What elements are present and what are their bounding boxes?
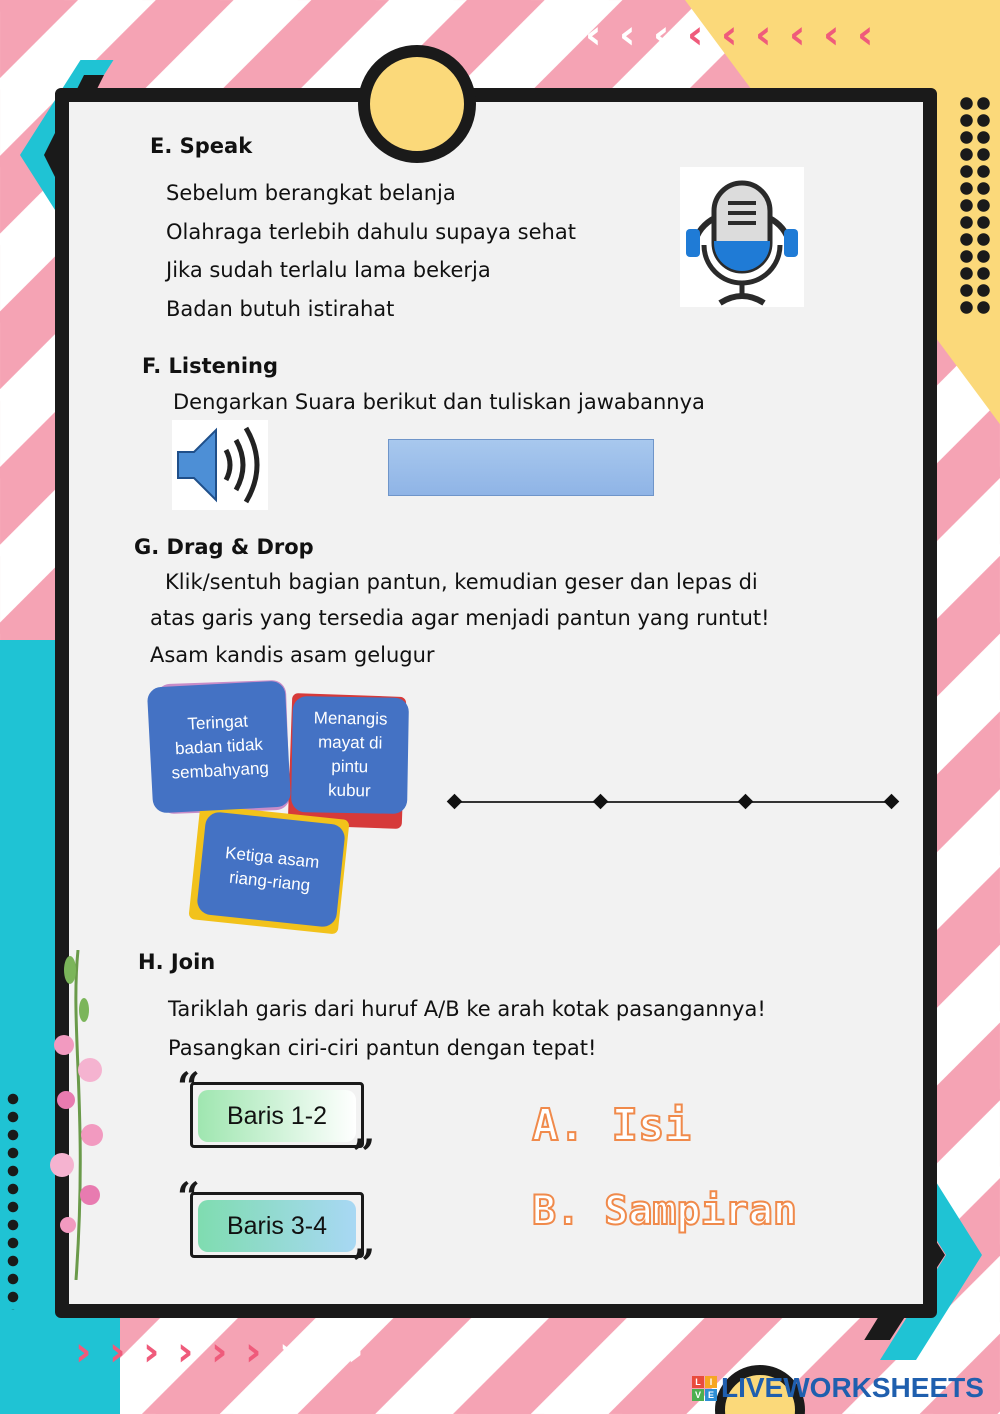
decorative-chevrons-top: ‹ ‹ ‹ ‹ ‹ ‹ ‹ ‹ ‹ [585,12,874,58]
speak-line-2: Olahraga terlebih dahulu supaya sehat [166,220,576,244]
brand-name: LIVEWORKSHEETS [721,1372,984,1403]
decorative-chevrons-bottom: › › › › › › › › › [75,1329,364,1375]
listening-heading: F. Listening [142,354,279,378]
listening-instruction: Dengarkan Suara berikut dan tuliskan jawabannya [173,390,705,414]
drag-drop-instruction-2: atas garis yang tersedia agar menjadi pantun yang runtut! [150,606,770,630]
pantun-first-line: Asam kandis asam gelugur [150,643,435,667]
pantun-card-3[interactable] [196,811,346,928]
card-2-line-3: pintu [331,756,369,777]
decorative-dots-left [4,1090,22,1310]
card-3-line-2: riang-riang [228,867,312,895]
drop-line-track [455,801,892,803]
card-1-line-3: sembahyang [171,758,270,783]
card-2-line-1: Menangis [313,708,388,729]
drag-drop-heading: G. Drag & Drop [134,535,314,559]
speak-line-1: Sebelum berangkat belanja [166,181,456,205]
speak-heading: E. Speak [150,134,253,158]
listening-answer-input[interactable] [388,439,654,496]
card-1-line-2: badan tidak [174,734,264,759]
close-quote-icon: ” [352,1131,376,1178]
speak-line-3: Jika sudah terlalu lama bekerja [166,258,491,282]
join-instruction-2: Pasangkan ciri-ciri pantun dengan tepat! [168,1036,597,1060]
close-quote-icon: ” [352,1241,376,1288]
card-2-line-4: kubur [327,780,371,801]
pantun-card-2[interactable] [291,696,409,814]
join-box-2[interactable] [198,1200,356,1252]
join-box-1[interactable] [198,1090,356,1142]
card-3-line-1: Ketiga asam [224,842,321,872]
open-quote-icon: “ [177,1064,201,1111]
answer-a[interactable]: A. Isi [532,1100,691,1151]
join-box-2-label: Baris 3-4 [226,1211,328,1240]
liveworksheets-logo [692,1372,984,1404]
card-1-line-1: Teringat [187,711,249,734]
flower-decoration [40,950,115,1280]
pantun-card-1[interactable] [147,680,291,813]
join-heading: H. Join [138,950,216,974]
card-2-line-2: mayat di [317,732,383,753]
answer-b[interactable]: B. Sampiran [532,1188,797,1234]
decorative-dots-right [958,95,992,315]
microphone-icon[interactable] [680,167,804,307]
join-instruction-1: Tariklah garis dari huruf A/B ke arah kotak pasangannya! [168,997,766,1021]
drag-drop-instruction-1: Klik/sentuh bagian pantun, kemudian geser dan lepas di [165,570,758,594]
liveworksheets-logo-icon: L I V E [692,1376,717,1401]
decorative-yellow-circle [358,45,476,163]
join-box-1-label: Baris 1-2 [226,1101,328,1130]
speak-line-4: Badan butuh istirahat [166,297,395,321]
speaker-icon[interactable] [172,420,268,510]
open-quote-icon: “ [177,1174,201,1221]
